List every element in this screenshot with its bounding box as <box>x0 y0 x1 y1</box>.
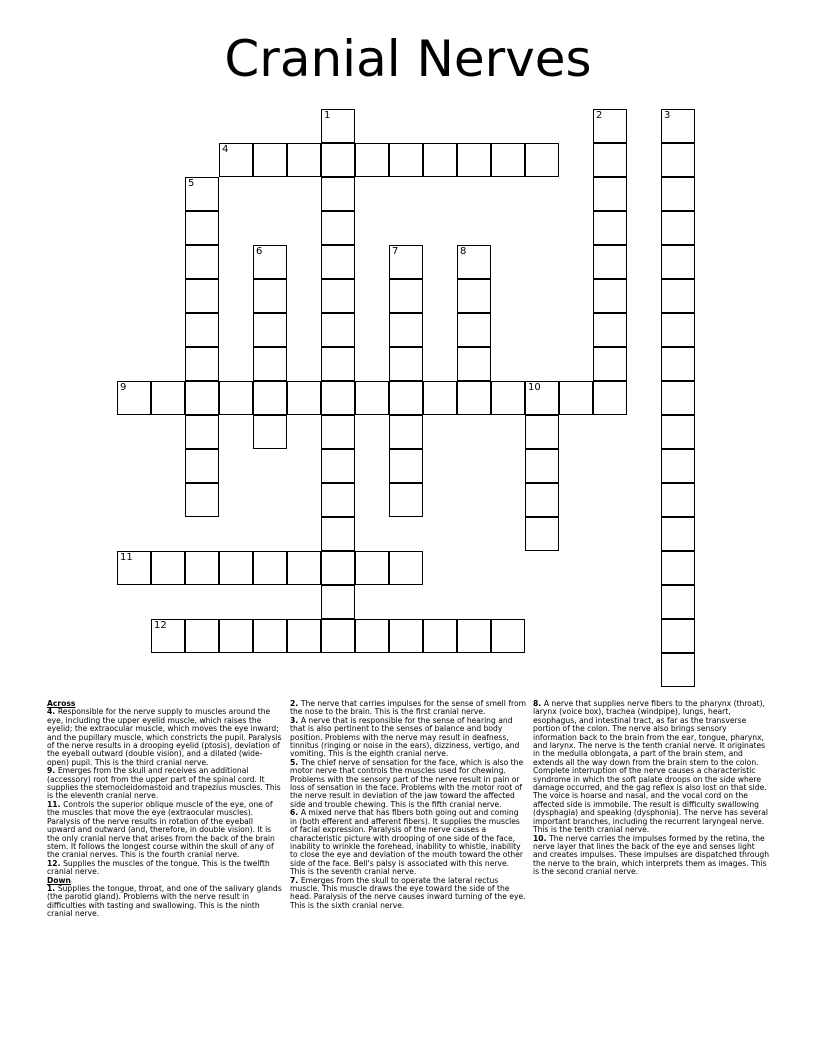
grid-cell[interactable] <box>287 143 321 177</box>
down-clue-list <box>47 885 283 919</box>
grid-cell[interactable] <box>253 279 287 313</box>
clue-item <box>47 860 283 877</box>
grid-cell[interactable] <box>423 381 457 415</box>
clue-number: 10 <box>528 382 541 393</box>
grid-cell[interactable] <box>321 619 355 653</box>
grid-cell[interactable] <box>219 381 253 415</box>
clue-item <box>533 835 769 877</box>
grid-cell[interactable] <box>287 551 321 585</box>
across-clue-list <box>47 708 283 876</box>
grid-cell[interactable] <box>525 415 559 449</box>
clue-item-text: A nerve that is responsible for the sense of hearing and that is also pertinent to the senses of balance and body position. Problems with the nerve may result in deafness, tinnitus (ringing or noise in the ears), dizziness, vertigo, and vomiting. This is the eighth cranial nerve. <box>290 715 520 759</box>
clue-item-number: 3. <box>290 715 301 725</box>
clue-item-number: 8. <box>533 699 544 708</box>
grid-cell[interactable] <box>525 143 559 177</box>
grid-cell[interactable] <box>253 347 287 381</box>
grid-cell[interactable] <box>253 381 287 415</box>
grid-cell[interactable] <box>287 619 321 653</box>
grid-cell[interactable] <box>321 449 355 483</box>
grid-cell[interactable] <box>661 279 695 313</box>
grid-cell[interactable] <box>389 347 423 381</box>
clue-number: 3 <box>664 110 671 121</box>
grid-cell[interactable] <box>661 109 695 143</box>
grid-cell[interactable] <box>321 177 355 211</box>
clues-column-2 <box>290 700 526 910</box>
grid-cell[interactable] <box>593 313 627 347</box>
clue-number: 6 <box>256 246 263 257</box>
grid-cell[interactable] <box>185 449 219 483</box>
clue-item <box>533 700 769 835</box>
grid-cell[interactable] <box>661 211 695 245</box>
grid-cell[interactable] <box>321 381 355 415</box>
clue-item-text: Supplies the tongue, throat, and one of the salivary glands (the parotid gland). Problems with the nerve result in difficulties with tasting and swallowing. This is the ninth cranial nerve. <box>47 883 282 919</box>
grid-cell[interactable] <box>253 245 287 279</box>
grid-cell[interactable] <box>661 517 695 551</box>
clue-item <box>290 877 526 911</box>
grid-cell[interactable] <box>219 551 253 585</box>
clue-item-number: 11. <box>47 799 64 809</box>
grid-cell[interactable] <box>185 483 219 517</box>
grid-cell[interactable] <box>661 245 695 279</box>
grid-cell[interactable] <box>593 109 627 143</box>
clue-item-text: The nerve carries the impulses formed by the retina, the nerve layer that lines the back of the eye and senses light and creates impulses. These impulses are dispatched through the nerve to the brain, which interprets them as images. This is the second cranial nerve. <box>533 833 770 877</box>
clue-item-number: 10. <box>533 833 550 843</box>
clues-column-1 <box>47 700 283 919</box>
grid-cell[interactable] <box>457 279 491 313</box>
grid-cell[interactable] <box>389 415 423 449</box>
grid-cell[interactable] <box>661 313 695 347</box>
grid-cell[interactable] <box>593 143 627 177</box>
clue-number: 11 <box>120 552 133 563</box>
clue-number: 7 <box>392 246 399 257</box>
clue-item-number: 9. <box>47 766 58 776</box>
grid-cell[interactable] <box>287 381 321 415</box>
grid-cell[interactable] <box>253 619 287 653</box>
grid-cell[interactable] <box>117 551 151 585</box>
grid-cell[interactable] <box>355 551 389 585</box>
clue-item-text: Responsible for the nerve supply to muscles around the eye, including the upper eyelid muscle, which raises the eyelid; the extraocular muscle, which moves the eye inward; and the pupillary muscle, which constricts the pupil. Paralysis of the nerve results in a drooping eyelid (ptosis), deviation of the eyeball outward (double vision), and a dilated (wide-open) pupil. This is the third cranial nerve. <box>47 707 282 767</box>
grid-cell[interactable] <box>661 177 695 211</box>
grid-cell[interactable] <box>423 143 457 177</box>
grid-cell[interactable] <box>661 415 695 449</box>
grid-cell[interactable] <box>355 381 389 415</box>
grid-cell[interactable] <box>321 313 355 347</box>
grid-cell[interactable] <box>389 381 423 415</box>
grid-cell[interactable] <box>321 279 355 313</box>
grid-cell[interactable] <box>491 619 525 653</box>
grid-cell[interactable] <box>491 381 525 415</box>
grid-cell[interactable] <box>525 483 559 517</box>
clue-item-text: Emerges from the skull to operate the lateral rectus muscle. This muscle draws the eye toward the side of the head. Paralysis of the nerve causes inward turning of the eye. This is the sixth cranial nerve. <box>290 875 526 910</box>
clue-item <box>290 700 526 717</box>
grid-cell[interactable] <box>117 381 151 415</box>
grid-cell[interactable] <box>661 585 695 619</box>
grid-cell[interactable] <box>389 619 423 653</box>
clue-item <box>47 801 283 860</box>
down-clue-list <box>533 700 769 877</box>
grid-cell[interactable] <box>321 585 355 619</box>
grid-cell[interactable] <box>151 551 185 585</box>
grid-cell[interactable] <box>321 109 355 143</box>
grid-cell[interactable] <box>661 619 695 653</box>
clue-item-text: Supplies the muscles of the tongue. This is the twelfth cranial nerve. <box>47 858 270 877</box>
grid-cell[interactable] <box>593 211 627 245</box>
grid-cell[interactable] <box>593 381 627 415</box>
grid-cell[interactable] <box>389 245 423 279</box>
grid-cell[interactable] <box>151 619 185 653</box>
clue-item-text: The nerve that carries impulses for the sense of smell from the nose to the brain. This is the first cranial nerve. <box>290 699 526 717</box>
grid-cell[interactable] <box>219 619 253 653</box>
clue-item-text: Emerges from the skull and receives an additional (accessory) root from the upper part of the spinal cord. It supplies the sternocleidomastoid and trapezius muscles. This is the eleventh cranial nerve. <box>47 766 281 801</box>
grid-cell[interactable] <box>355 619 389 653</box>
clue-item <box>290 809 526 876</box>
grid-cell[interactable] <box>185 245 219 279</box>
grid-cell[interactable] <box>185 415 219 449</box>
clue-number: 2 <box>596 110 603 121</box>
clue-number: 5 <box>188 178 195 189</box>
grid-cell[interactable] <box>525 381 559 415</box>
grid-cell[interactable] <box>185 347 219 381</box>
grid-cell[interactable] <box>661 551 695 585</box>
page-title: Cranial Nerves <box>224 30 592 88</box>
grid-cell[interactable] <box>525 517 559 551</box>
grid-cell[interactable] <box>457 143 491 177</box>
grid-cell[interactable] <box>457 245 491 279</box>
grid-cell[interactable] <box>593 279 627 313</box>
grid-cell[interactable] <box>253 143 287 177</box>
grid-cell[interactable] <box>321 211 355 245</box>
grid-cell[interactable] <box>593 245 627 279</box>
clue-item-number: 2. <box>290 699 301 708</box>
grid-cell[interactable] <box>389 483 423 517</box>
grid-cell[interactable] <box>253 415 287 449</box>
down-clue-list <box>290 700 526 910</box>
grid-cell[interactable] <box>355 143 389 177</box>
clue-item <box>290 759 526 809</box>
across-header: Across <box>47 699 76 708</box>
grid-cell[interactable] <box>321 551 355 585</box>
grid-cell[interactable] <box>593 347 627 381</box>
grid-cell[interactable] <box>151 381 185 415</box>
grid-cell[interactable] <box>185 177 219 211</box>
clue-item-number: 7. <box>290 875 301 885</box>
clue-item-number: 12. <box>47 858 64 868</box>
grid-cell[interactable] <box>661 143 695 177</box>
grid-cell[interactable] <box>219 143 253 177</box>
grid-cell[interactable] <box>253 551 287 585</box>
grid-cell[interactable] <box>185 551 219 585</box>
down-header: Down <box>47 875 71 885</box>
grid-cell[interactable] <box>321 245 355 279</box>
grid-cell[interactable] <box>185 619 219 653</box>
grid-cell[interactable] <box>185 313 219 347</box>
clue-item <box>47 885 283 919</box>
grid-cell[interactable] <box>185 381 219 415</box>
clue-number: 1 <box>324 110 331 121</box>
grid-cell[interactable] <box>321 483 355 517</box>
clue-number: 12 <box>154 620 167 631</box>
grid-cell[interactable] <box>491 143 525 177</box>
grid-cell[interactable] <box>389 313 423 347</box>
grid-cell[interactable] <box>321 347 355 381</box>
grid-cell[interactable] <box>457 313 491 347</box>
clue-item-text: Controls the superior oblique muscle of the eye, one of the muscles that move the eye (extraocular muscles). Paralysis of the nerve results in rotation of the eyeball upward and outward (and, therefore, in double vision). It is the only cranial nerve that arises from the back of the brain stem. It follows the longest course within the skull of any of the cranial nerves. This is the fourth cranial nerve. <box>47 799 275 860</box>
grid-cell[interactable] <box>253 313 287 347</box>
grid-cell[interactable] <box>661 449 695 483</box>
grid-cell[interactable] <box>389 551 423 585</box>
clue-item-number: 1. <box>47 883 58 893</box>
clue-item <box>47 708 283 767</box>
clue-item-number: 4. <box>47 707 58 717</box>
clue-item-text: A mixed nerve that has fibers both going out and coming in (both efferent and afferent fibers). It supplies the muscles of facial expression. Paralysis of the nerve causes a characteristic picture with drooping of one side of the face, inability to wrinkle the forehead, inability to whistle, inability to close the eye and deviation of the mouth toward the other side of the face. Bell's palsy is associated with this nerve. This is the seventh cranial nerve. <box>290 808 524 877</box>
grid-cell[interactable] <box>185 279 219 313</box>
grid-cell[interactable] <box>457 381 491 415</box>
grid-cell[interactable] <box>525 449 559 483</box>
clue-number: 4 <box>222 144 229 155</box>
grid-cell[interactable] <box>389 449 423 483</box>
grid-cell[interactable] <box>457 347 491 381</box>
grid-cell[interactable] <box>457 619 491 653</box>
grid-cell[interactable] <box>423 619 457 653</box>
grid-cell[interactable] <box>593 177 627 211</box>
grid-cell[interactable] <box>321 517 355 551</box>
clue-item-text: The chief nerve of sensation for the face, which is also the motor nerve that controls the muscles used for chewing. Problems with the sensory part of the nerve result in pain or loss of sensation in the face. Problems with the motor root of the nerve result in deviation of the jaw toward the affected side and trouble chewing. This is the fifth cranial nerve. <box>290 757 524 809</box>
grid-cell[interactable] <box>661 483 695 517</box>
clue-item-text: A nerve that supplies nerve fibers to the pharynx (throat), larynx (voice box), trachea (windpipe), lungs, heart, esophagus, and intestinal tract, as far as the transverse portion of the colon. The nerve also brings sensory information back to the brain from the ear, tongue, pharynx, and larynx. The nerve is the tenth cranial nerve. It originates in the medulla oblongata, a part of the brain stem, and extends all the way down from the brain stem to the colon. Complete interruption of the nerve causes a characteristic syndrome in which the soft palate droops on the side where damage occurred, and the gag reflex is also lost on that side. The voice is hoarse and nasal, and the vocal cord on the affected side is immobile. The result is difficulty swallowing (dysphagia) and speaking (dysphonia). The nerve has several important branches, including the recurrent laryngeal nerve. This is the tenth cranial nerve. <box>533 699 768 835</box>
clue-number: 8 <box>460 246 467 257</box>
grid-cell[interactable] <box>389 143 423 177</box>
clue-item-number: 5. <box>290 757 301 767</box>
grid-cell[interactable] <box>661 653 695 687</box>
clue-item <box>290 717 526 759</box>
grid-cell[interactable] <box>321 415 355 449</box>
grid-cell[interactable] <box>559 381 593 415</box>
clue-item <box>47 767 283 801</box>
grid-cell[interactable] <box>661 381 695 415</box>
grid-cell[interactable] <box>389 279 423 313</box>
clues-column-3 <box>533 700 769 877</box>
clue-number: 9 <box>120 382 127 393</box>
grid-cell[interactable] <box>661 347 695 381</box>
clue-item-number: 6. <box>290 808 301 818</box>
grid-cell[interactable] <box>185 211 219 245</box>
grid-cell[interactable] <box>321 143 355 177</box>
